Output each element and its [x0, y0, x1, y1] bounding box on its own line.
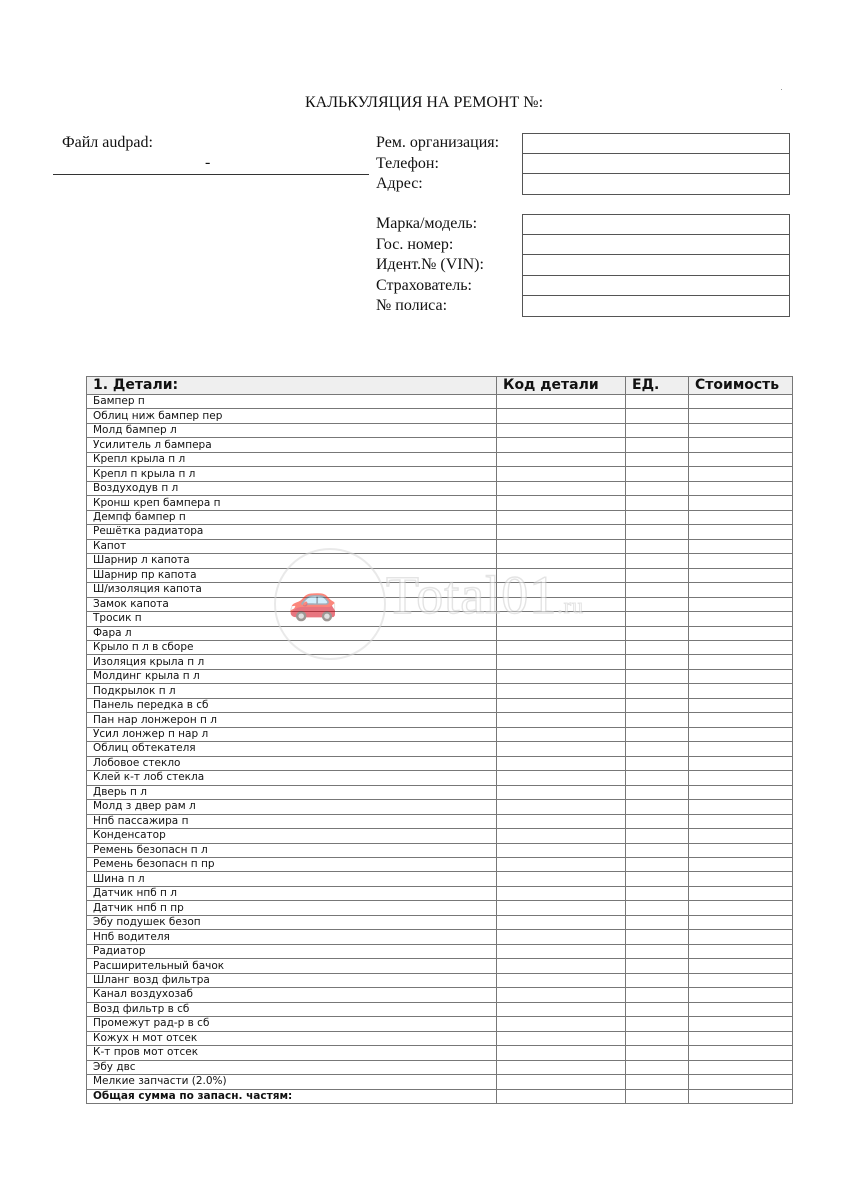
- part-code-cell[interactable]: [497, 1060, 626, 1074]
- part-code-cell[interactable]: [497, 510, 626, 524]
- unit-cell[interactable]: [626, 727, 689, 741]
- table-row: [87, 1031, 793, 1045]
- part-name-cell: Ш/изоляция капота: [87, 583, 497, 597]
- part-name-cell: Изоляция крыла п л: [87, 655, 497, 669]
- part-name-cell: Лобовое стекло: [87, 756, 497, 770]
- table-row: [87, 1046, 793, 1060]
- unit-cell[interactable]: [626, 597, 689, 611]
- table-row: [87, 510, 793, 524]
- part-code-cell[interactable]: [497, 959, 626, 973]
- unit-cell[interactable]: [626, 1017, 689, 1031]
- unit-cell[interactable]: [626, 409, 689, 423]
- field-input-box[interactable]: [522, 133, 790, 154]
- part-code-cell[interactable]: [497, 872, 626, 886]
- table-row: [87, 973, 793, 987]
- part-code-cell[interactable]: [497, 539, 626, 553]
- cost-cell[interactable]: [689, 1017, 793, 1031]
- unit-cell[interactable]: [626, 423, 689, 437]
- unit-cell[interactable]: [626, 959, 689, 973]
- unit-cell[interactable]: [626, 525, 689, 539]
- table-row: [87, 814, 793, 828]
- part-code-cell[interactable]: [497, 481, 626, 495]
- field-label: Телефон:: [376, 154, 439, 172]
- cost-cell[interactable]: [689, 395, 793, 409]
- unit-cell[interactable]: [626, 988, 689, 1002]
- field-label: Идент.№ (VIN):: [376, 256, 484, 273]
- unit-cell[interactable]: [626, 1060, 689, 1074]
- cost-cell[interactable]: [689, 713, 793, 727]
- field-input-box[interactable]: [522, 154, 790, 175]
- total-row: [87, 1089, 793, 1103]
- table-row: [87, 583, 793, 597]
- part-name-cell: Нпб водителя: [87, 930, 497, 944]
- part-code-cell[interactable]: [497, 467, 626, 481]
- cost-cell[interactable]: [689, 583, 793, 597]
- unit-cell[interactable]: [626, 438, 689, 452]
- cost-cell[interactable]: [689, 452, 793, 466]
- unit-cell[interactable]: [626, 1046, 689, 1060]
- part-name-cell: Возд фильтр в сб: [87, 1002, 497, 1016]
- car-logo-icon: 🚗: [288, 577, 338, 622]
- unit-cell[interactable]: [626, 829, 689, 843]
- table-row: [87, 409, 793, 423]
- part-name-cell: Панель передка в сб: [87, 698, 497, 712]
- unit-cell[interactable]: [626, 843, 689, 857]
- table-row: [87, 771, 793, 785]
- unit-cell[interactable]: [626, 510, 689, 524]
- unit-cell[interactable]: [626, 481, 689, 495]
- part-name-cell: Эбу подушек безоп: [87, 915, 497, 929]
- table-row: [87, 698, 793, 712]
- cost-cell[interactable]: [689, 423, 793, 437]
- table-row: [87, 438, 793, 452]
- unit-cell[interactable]: [626, 583, 689, 597]
- part-code-cell[interactable]: [497, 395, 626, 409]
- cost-cell[interactable]: [689, 467, 793, 481]
- part-name-cell: Тросик п: [87, 612, 497, 626]
- cost-cell[interactable]: [689, 872, 793, 886]
- cost-cell[interactable]: [689, 698, 793, 712]
- part-code-cell[interactable]: [497, 626, 626, 640]
- cost-cell[interactable]: [689, 800, 793, 814]
- part-code-cell[interactable]: [497, 409, 626, 423]
- document-title: КАЛЬКУЛЯЦИЯ НА РЕМОНТ №:: [304, 94, 544, 111]
- cost-cell[interactable]: [689, 814, 793, 828]
- part-name-cell: К-т пров мот отсек: [87, 1046, 497, 1060]
- table-row: [87, 988, 793, 1002]
- part-code-cell[interactable]: [497, 973, 626, 987]
- part-code-cell[interactable]: [497, 452, 626, 466]
- cost-cell[interactable]: [689, 785, 793, 799]
- unit-cell[interactable]: [626, 814, 689, 828]
- table-row: [87, 944, 793, 958]
- part-code-cell[interactable]: [497, 800, 626, 814]
- part-name-cell: Шланг возд фильтра: [87, 973, 497, 987]
- part-name-cell: Ремень безопасн п л: [87, 843, 497, 857]
- table-row: [87, 684, 793, 698]
- cost-cell[interactable]: [689, 1031, 793, 1045]
- part-code-cell[interactable]: [497, 597, 626, 611]
- part-name-cell: Молдинг крыла п л: [87, 669, 497, 683]
- unit-cell[interactable]: [626, 669, 689, 683]
- scan-speck: [781, 89, 782, 90]
- total-label-cell: Общая сумма по запасн. частям:: [87, 1089, 497, 1103]
- cost-cell[interactable]: [689, 886, 793, 900]
- table-row: [87, 467, 793, 481]
- part-name-cell: Шина п л: [87, 872, 497, 886]
- cost-cell[interactable]: [689, 915, 793, 929]
- table-row: [87, 626, 793, 640]
- part-code-cell[interactable]: [497, 843, 626, 857]
- part-name-cell: Промежут рад-р в сб: [87, 1017, 497, 1031]
- cost-cell[interactable]: [689, 684, 793, 698]
- cost-cell[interactable]: [689, 539, 793, 553]
- part-name-cell: Шарнир пр капота: [87, 568, 497, 582]
- cost-cell[interactable]: [689, 597, 793, 611]
- field-label: Гос. номер:: [376, 235, 454, 253]
- cost-cell[interactable]: [689, 727, 793, 741]
- cost-cell[interactable]: [689, 858, 793, 872]
- field-label: Страхователь:: [376, 276, 472, 294]
- header-unit: ЕД.: [626, 377, 689, 395]
- cost-cell[interactable]: [689, 640, 793, 654]
- unit-cell[interactable]: [626, 612, 689, 626]
- field-label: Марка/модель:: [376, 215, 478, 232]
- part-name-cell: Ремень безопасн п пр: [87, 858, 497, 872]
- part-name-cell: Пан нар лонжерон п л: [87, 713, 497, 727]
- table-row: [87, 959, 793, 973]
- cost-cell[interactable]: [689, 829, 793, 843]
- unit-cell[interactable]: [626, 1002, 689, 1016]
- part-code-cell[interactable]: [497, 944, 626, 958]
- cost-cell[interactable]: [689, 655, 793, 669]
- part-code-cell[interactable]: [497, 785, 626, 799]
- table-row: [87, 655, 793, 669]
- part-name-cell: Капот: [87, 539, 497, 553]
- field-input-box[interactable]: [522, 214, 790, 235]
- cost-cell[interactable]: [689, 481, 793, 495]
- part-code-cell[interactable]: [497, 988, 626, 1002]
- file-label: Файл audpad:: [62, 134, 153, 151]
- table-row: [87, 452, 793, 466]
- cost-cell[interactable]: [689, 973, 793, 987]
- part-code-cell[interactable]: [497, 814, 626, 828]
- part-code-cell[interactable]: [497, 930, 626, 944]
- part-code-cell[interactable]: [497, 655, 626, 669]
- unit-cell[interactable]: [626, 973, 689, 987]
- unit-cell[interactable]: [626, 785, 689, 799]
- header-parts: 1. Детали:: [87, 377, 497, 395]
- cost-cell[interactable]: [689, 612, 793, 626]
- part-name-cell: Облиц обтекателя: [87, 742, 497, 756]
- part-code-cell[interactable]: [497, 713, 626, 727]
- part-code-cell[interactable]: [497, 640, 626, 654]
- unit-cell[interactable]: [626, 771, 689, 785]
- unit-cell[interactable]: [626, 800, 689, 814]
- part-code-cell[interactable]: [497, 554, 626, 568]
- table-row: [87, 525, 793, 539]
- unit-cell[interactable]: [626, 915, 689, 929]
- cost-cell[interactable]: [689, 525, 793, 539]
- part-code-cell[interactable]: [497, 1046, 626, 1060]
- table-row: [87, 539, 793, 553]
- field-input-box[interactable]: [522, 174, 790, 195]
- field-input-box[interactable]: [522, 235, 790, 256]
- header-cost: Стоимость: [689, 377, 793, 395]
- part-code-cell[interactable]: [497, 669, 626, 683]
- part-name-cell: Радиатор: [87, 944, 497, 958]
- total-unit-cell: [626, 1089, 689, 1103]
- part-name-cell: Клей к-т лоб стекла: [87, 771, 497, 785]
- part-name-cell: Подкрылок п л: [87, 684, 497, 698]
- part-code-cell[interactable]: [497, 438, 626, 452]
- table-row: [87, 901, 793, 915]
- cost-cell[interactable]: [689, 626, 793, 640]
- part-name-cell: Замок капота: [87, 597, 497, 611]
- table-row: [87, 669, 793, 683]
- cost-cell[interactable]: [689, 409, 793, 423]
- unit-cell[interactable]: [626, 1075, 689, 1089]
- part-name-cell: Молд бампер л: [87, 423, 497, 437]
- part-name-cell: Датчик нпб п пр: [87, 901, 497, 915]
- unit-cell[interactable]: [626, 640, 689, 654]
- cost-cell[interactable]: [689, 756, 793, 770]
- unit-cell[interactable]: [626, 1031, 689, 1045]
- table-row: [87, 843, 793, 857]
- table-row: [87, 829, 793, 843]
- part-name-cell: Конденсатор: [87, 829, 497, 843]
- cost-cell[interactable]: [689, 1046, 793, 1060]
- table-row: [87, 1017, 793, 1031]
- table-row: [87, 785, 793, 799]
- unit-cell[interactable]: [626, 742, 689, 756]
- unit-cell[interactable]: [626, 684, 689, 698]
- table-row: [87, 872, 793, 886]
- part-name-cell: Крыло п л в сборе: [87, 640, 497, 654]
- unit-cell[interactable]: [626, 626, 689, 640]
- part-code-cell[interactable]: [497, 525, 626, 539]
- part-code-cell[interactable]: [497, 1031, 626, 1045]
- part-code-cell[interactable]: [497, 1002, 626, 1016]
- table-row: [87, 756, 793, 770]
- parts-table: [86, 376, 793, 1104]
- part-code-cell[interactable]: [497, 1017, 626, 1031]
- cost-cell[interactable]: [689, 901, 793, 915]
- part-code-cell[interactable]: [497, 915, 626, 929]
- unit-cell[interactable]: [626, 930, 689, 944]
- part-name-cell: Облиц ниж бампер пер: [87, 409, 497, 423]
- table-row: [87, 597, 793, 611]
- cost-cell[interactable]: [689, 1002, 793, 1016]
- part-code-cell[interactable]: [497, 901, 626, 915]
- part-name-cell: Усил лонжер п нар л: [87, 727, 497, 741]
- cost-cell[interactable]: [689, 742, 793, 756]
- table-row: [87, 496, 793, 510]
- part-name-cell: Эбу двс: [87, 1060, 497, 1074]
- unit-cell[interactable]: [626, 655, 689, 669]
- cost-cell[interactable]: [689, 843, 793, 857]
- cost-cell[interactable]: [689, 496, 793, 510]
- table-row: [87, 1060, 793, 1074]
- part-name-cell: Дверь п л: [87, 785, 497, 799]
- field-input-box[interactable]: [522, 255, 790, 276]
- field-input-box[interactable]: [522, 296, 790, 317]
- table-row: [87, 1075, 793, 1089]
- part-name-cell: Мелкие запчасти (2.0%): [87, 1075, 497, 1089]
- cost-cell[interactable]: [689, 930, 793, 944]
- table-row: [87, 1002, 793, 1016]
- part-code-cell[interactable]: [497, 698, 626, 712]
- header-part-code: Код детали: [497, 377, 626, 395]
- part-code-cell[interactable]: [497, 684, 626, 698]
- table-header-row: [87, 377, 793, 395]
- part-code-cell[interactable]: [497, 612, 626, 626]
- table-row: [87, 800, 793, 814]
- part-code-cell[interactable]: [497, 1075, 626, 1089]
- cost-cell[interactable]: [689, 1075, 793, 1089]
- watermark-text: Total01.ru: [386, 565, 585, 625]
- table-row: [87, 742, 793, 756]
- cost-cell[interactable]: [689, 554, 793, 568]
- part-name-cell: Нпб пассажира п: [87, 814, 497, 828]
- unit-cell[interactable]: [626, 713, 689, 727]
- cost-cell[interactable]: [689, 510, 793, 524]
- part-name-cell: Крепл крыла п л: [87, 452, 497, 466]
- unit-cell[interactable]: [626, 568, 689, 582]
- cost-cell[interactable]: [689, 944, 793, 958]
- table-row: [87, 915, 793, 929]
- table-row: [87, 886, 793, 900]
- part-name-cell: Канал воздухозаб: [87, 988, 497, 1002]
- part-code-cell[interactable]: [497, 858, 626, 872]
- part-name-cell: Бампер п: [87, 395, 497, 409]
- unit-cell[interactable]: [626, 756, 689, 770]
- part-name-cell: Фара л: [87, 626, 497, 640]
- unit-cell[interactable]: [626, 886, 689, 900]
- part-name-cell: Демпф бампер п: [87, 510, 497, 524]
- table-row: [87, 612, 793, 626]
- unit-cell[interactable]: [626, 872, 689, 886]
- file-value: -: [205, 154, 211, 171]
- part-name-cell: Шарнир л капота: [87, 554, 497, 568]
- cost-cell[interactable]: [689, 568, 793, 582]
- table-row: [87, 858, 793, 872]
- part-name-cell: Решётка радиатора: [87, 525, 497, 539]
- cost-cell[interactable]: [689, 988, 793, 1002]
- part-code-cell[interactable]: [497, 568, 626, 582]
- unit-cell[interactable]: [626, 858, 689, 872]
- unit-cell[interactable]: [626, 554, 689, 568]
- cost-cell[interactable]: [689, 669, 793, 683]
- part-name-cell: Кронш креп бампера п: [87, 496, 497, 510]
- unit-cell[interactable]: [626, 901, 689, 915]
- part-code-cell[interactable]: [497, 771, 626, 785]
- part-code-cell[interactable]: [497, 886, 626, 900]
- part-code-cell[interactable]: [497, 829, 626, 843]
- cost-cell[interactable]: [689, 438, 793, 452]
- unit-cell[interactable]: [626, 944, 689, 958]
- table-row: [87, 395, 793, 409]
- field-label: № полиса:: [376, 297, 448, 314]
- part-code-cell[interactable]: [497, 756, 626, 770]
- part-name-cell: Крепл п крыла п л: [87, 467, 497, 481]
- cost-cell[interactable]: [689, 959, 793, 973]
- cost-cell[interactable]: [689, 1060, 793, 1074]
- total-cost-cell[interactable]: [689, 1089, 793, 1103]
- part-code-cell[interactable]: [497, 423, 626, 437]
- field-input-box[interactable]: [522, 276, 790, 297]
- table-row: [87, 568, 793, 582]
- unit-cell[interactable]: [626, 452, 689, 466]
- part-name-cell: Кожух н мот отсек: [87, 1031, 497, 1045]
- part-name-cell: Молд з двер рам л: [87, 800, 497, 814]
- part-name-cell: Датчик нпб п л: [87, 886, 497, 900]
- table-row: [87, 423, 793, 437]
- part-name-cell: Расширительный бачок: [87, 959, 497, 973]
- table-row: [87, 640, 793, 654]
- part-name-cell: Усилитель л бампера: [87, 438, 497, 452]
- unit-cell[interactable]: [626, 395, 689, 409]
- part-code-cell[interactable]: [497, 727, 626, 741]
- table-row: [87, 713, 793, 727]
- table-row: [87, 481, 793, 495]
- part-code-cell[interactable]: [497, 496, 626, 510]
- unit-cell[interactable]: [626, 698, 689, 712]
- table-row: [87, 554, 793, 568]
- field-label: Адрес:: [376, 175, 423, 192]
- table-row: [87, 727, 793, 741]
- total-code-cell: [497, 1089, 626, 1103]
- field-label: Рем. организация:: [376, 134, 500, 151]
- unit-cell[interactable]: [626, 496, 689, 510]
- cost-cell[interactable]: [689, 771, 793, 785]
- table-row: [87, 930, 793, 944]
- unit-cell[interactable]: [626, 467, 689, 481]
- part-code-cell[interactable]: [497, 583, 626, 597]
- part-name-cell: Воздуходув п л: [87, 481, 497, 495]
- file-underline: [53, 174, 369, 175]
- part-code-cell[interactable]: [497, 742, 626, 756]
- unit-cell[interactable]: [626, 539, 689, 553]
